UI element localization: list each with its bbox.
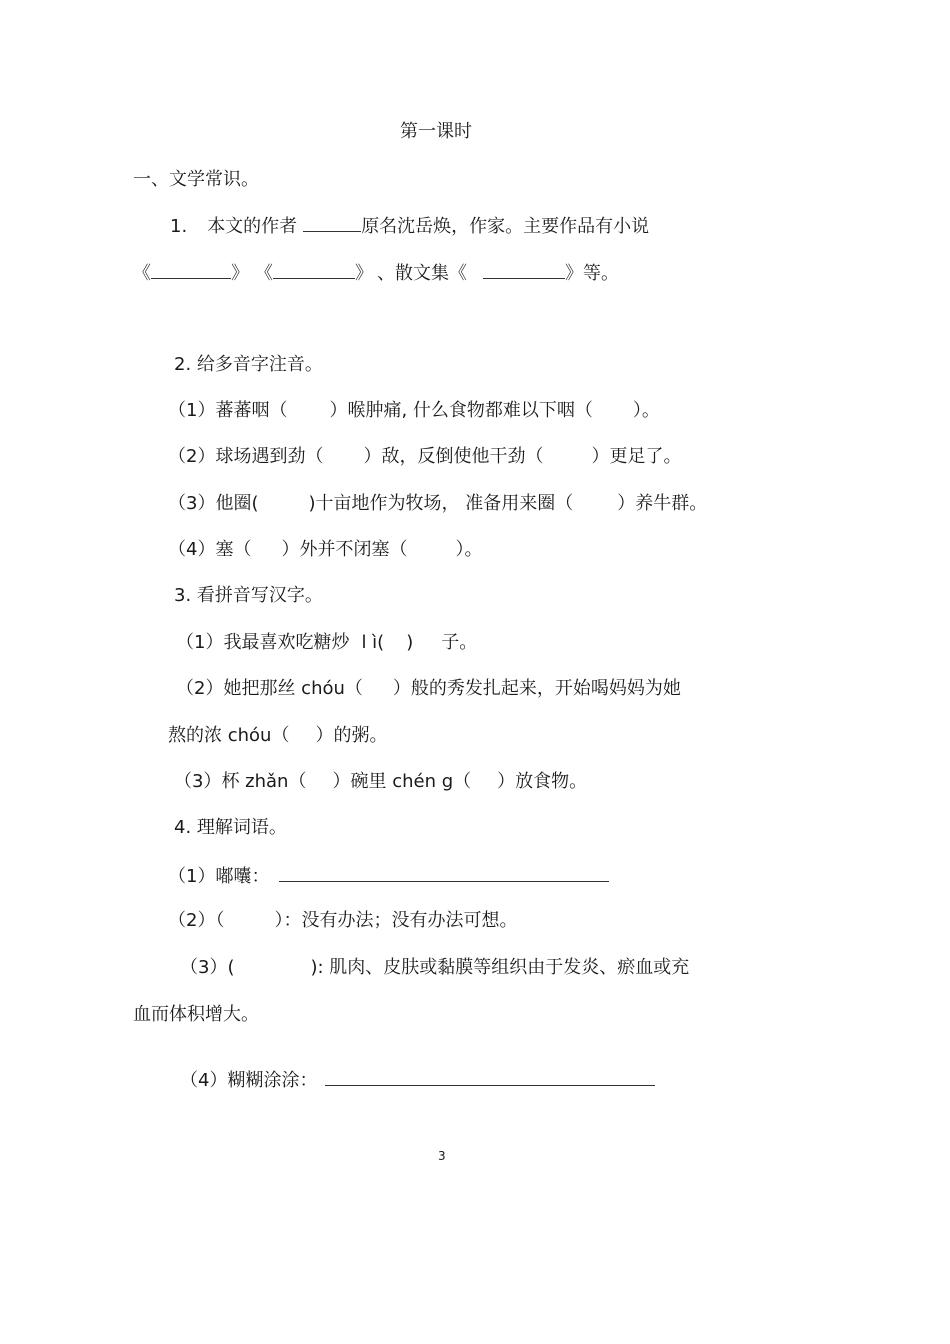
book-close-2: 》 (355, 263, 373, 284)
book-close-1: 》 (231, 263, 249, 284)
q3-item-2-line2: 熬的浓 chóu（ ）的粥。 (168, 725, 388, 746)
page-title: 第一课时 (400, 121, 472, 142)
novel-blank-2[interactable] (273, 260, 355, 279)
q4-item-3-line2: 血而体积增大。 (133, 1004, 259, 1025)
q2-heading: 2. 给多音字注音。 (174, 354, 323, 375)
q3-item-1: （1）我最喜欢吃糖炒 l ì( ) 子。 (176, 632, 478, 653)
q3-heading: 3. 看拼音写汉字。 (174, 585, 323, 606)
q3-item-2-line1: （2）她把那丝 chóu（ ）般的秀发扎起来，开始喝妈妈为她 (176, 678, 681, 699)
book-open-2: 《 (255, 263, 273, 284)
q1-text-c: 、散文集《 (377, 263, 467, 284)
novel-blank-1[interactable] (151, 260, 231, 279)
q4-heading: 4. 理解词语。 (174, 817, 287, 838)
q2-item-4: （4）塞（ ）外并不闭塞（ ）。 (168, 539, 483, 560)
definition-blank[interactable] (279, 863, 609, 882)
q4-item-2: （2）（ ）：没有办法；没有办法可想。 (168, 910, 518, 931)
q4-item-3-line1: （3）( ): 肌肉、皮肤或黏膜等组织由于发炎、瘀血或充 (180, 957, 690, 978)
book-open-1: 《 (133, 263, 151, 284)
definition-blank[interactable] (325, 1067, 655, 1086)
page-number: 3 (438, 1149, 446, 1163)
q3-item-3: （3）杯 zhǎn（ ）碗里 chén g（ ）放食物。 (174, 771, 588, 792)
q2-item-1: （1）蕃蕃咽（ ）喉肿痛, 什么食物都难以下咽（ ）。 (168, 400, 660, 421)
q1-text-b: 原名沈岳焕，作家。主要作品有小说 (361, 216, 650, 237)
q2-item-3: （3）他圈( )十亩地作为牧场， 准备用来圈（ ）养牛群。 (168, 493, 708, 514)
section-heading: 一、文学常识。 (133, 169, 259, 190)
q2-item-2: （2）球场遇到劲（ ）敌，反倒使他干劲（ ）更足了。 (168, 446, 682, 467)
q1-line2 (133, 260, 619, 286)
q1-text-d: 等。 (583, 263, 619, 284)
q1-number: 1. (170, 216, 188, 237)
pinyin: l ì( (361, 632, 385, 653)
q4-item-1: （1）嘟囔： (168, 863, 609, 889)
author-blank[interactable] (303, 213, 361, 232)
book-close-3: 》 (565, 263, 583, 284)
q4-item-4: （4）糊糊涂涂： (180, 1067, 655, 1093)
q1-line1 (170, 213, 649, 239)
essay-blank[interactable] (483, 260, 565, 279)
q1-text-a: 本文的作者 (207, 216, 298, 237)
